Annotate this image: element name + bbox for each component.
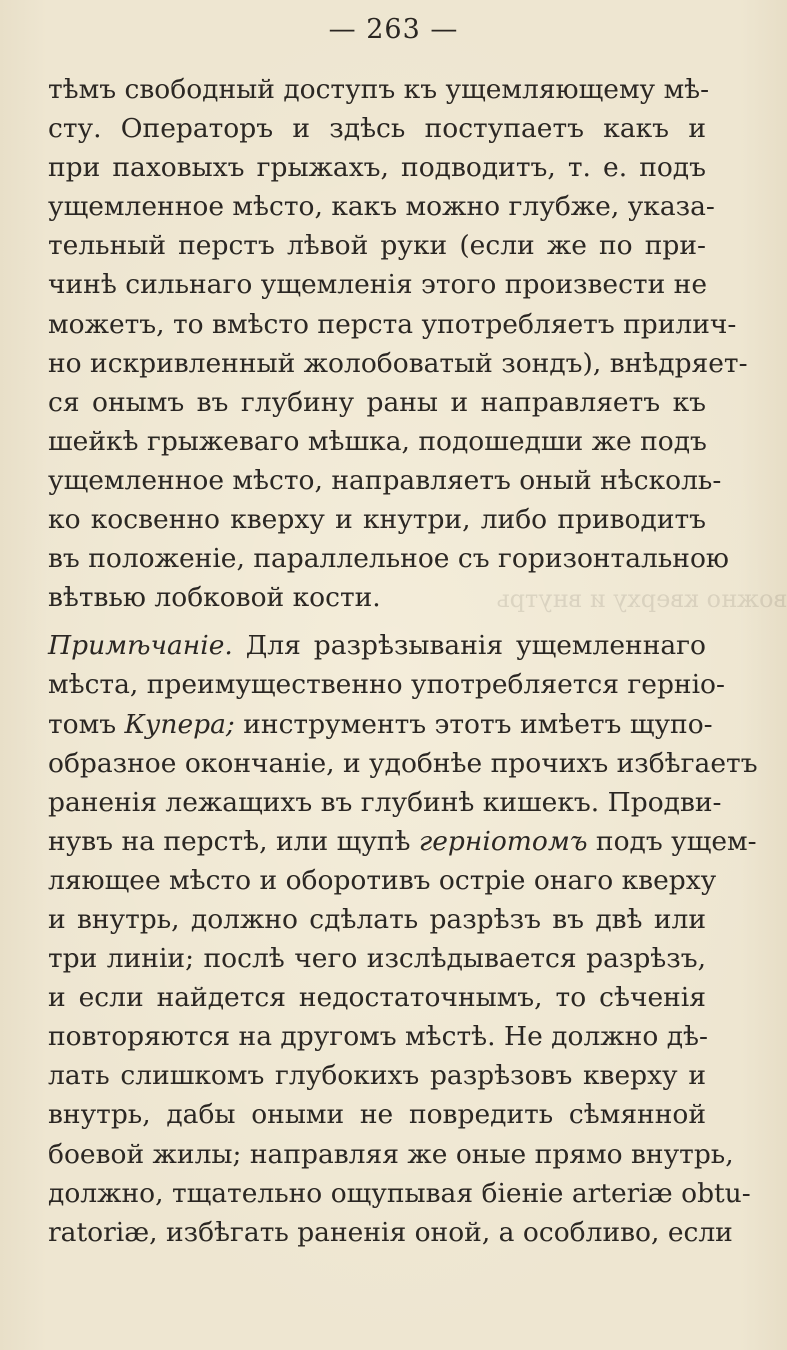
text-line: мѣста, преимущественно употребляется герніо- [48,669,725,701]
text-line: ко косвенно кверху и кнутри, либо приводитъ [48,504,706,536]
text-line: раненія лежащихъ въ глубинѣ кишекъ. Продви- [48,786,722,818]
text-line: въ положеніе, параллельное съ горизонтальною [48,543,729,575]
text-line: ся онымъ въ глубину раны и направляетъ къ [48,386,706,418]
text-line: ляющее мѣсто и оборотивъ остріе онаго кверху [48,864,717,896]
text-line: повторяются на другомъ мѣстѣ. Не должно дѣ- [48,1021,708,1053]
text-line: вѣтвью лобковой кости. [48,582,381,614]
text-line [48,822,757,861]
text-span: томъ [48,708,125,740]
text-line: можетъ, то вмѣсто перста употребляетъ прилич- [48,308,737,340]
paragraph-gap [48,617,706,626]
text-line: боевой жилы; направляя же оные прямо внутрь, [48,1138,734,1170]
text-line: и если найдется недостаточнымъ, то сѣченія [48,982,706,1014]
text-line: чинѣ сильнаго ущемленія этого произвести не [48,269,708,301]
text-line: образное окончаніе, и удобнѣе прочихъ избѣгаетъ [48,747,758,779]
text-line [48,626,706,665]
text-span: инструментъ этотъ имѣетъ щупо- [234,708,713,740]
text-line: ущемленное мѣсто, направляетъ оный нѣсколь- [48,464,722,496]
italic-term: герніотомъ [418,825,588,857]
text-line: при паховыхъ грыжахъ, подводитъ, т. е. подъ [48,152,706,184]
text-line: ratoriæ, избѣгать раненія оной, а особливо, если [48,1216,733,1248]
text-line: три линіи; послѣ чего изслѣдывается разрѣзъ, [48,943,706,975]
page-number: — 263 — [328,14,459,45]
text-line: тѣмъ свободный доступъ къ ущемляющему мѣ- [48,74,710,105]
text-line: но искривленный жолобоватый зондъ), внѣдряет- [48,347,748,379]
text-line: ущемленное мѣсто, какъ можно глубже, указа- [48,191,715,223]
body-text [48,70,758,1252]
text-span: Для разрѣзыванія ущемленнаго [232,630,706,662]
text-line: и внутрь, должно сдѣлать разрѣзъ въ двѣ или [48,903,706,935]
text-line [48,705,713,744]
bleed-through-text: вожно кверху и внутрь [496,585,787,613]
text-line: должно, тщательно ощупывая біеніе arteriæ obtu- [48,1177,751,1209]
paragraph-2-note [48,626,758,1252]
text-line: тельный перстъ лѣвой руки (если же по при- [48,230,706,262]
text-line: сту. Операторъ и здѣсь поступаетъ какъ и [48,113,706,145]
paragraph-1 [48,70,748,617]
text-span: подъ ущем- [587,825,757,857]
text-span: нувъ на перстѣ, или щупѣ [48,825,419,857]
author-name: Купера; [124,708,235,740]
note-heading: Примѣчаніе. [48,630,233,662]
text-line: внутрь, дабы оными не повредить сѣмянной [48,1099,706,1131]
text-line: лать слишкомъ глубокихъ разрѣзовъ кверху и [48,1060,706,1092]
text-line: шейкѣ грыжеваго мѣшка, подошедши же подъ [48,425,707,457]
